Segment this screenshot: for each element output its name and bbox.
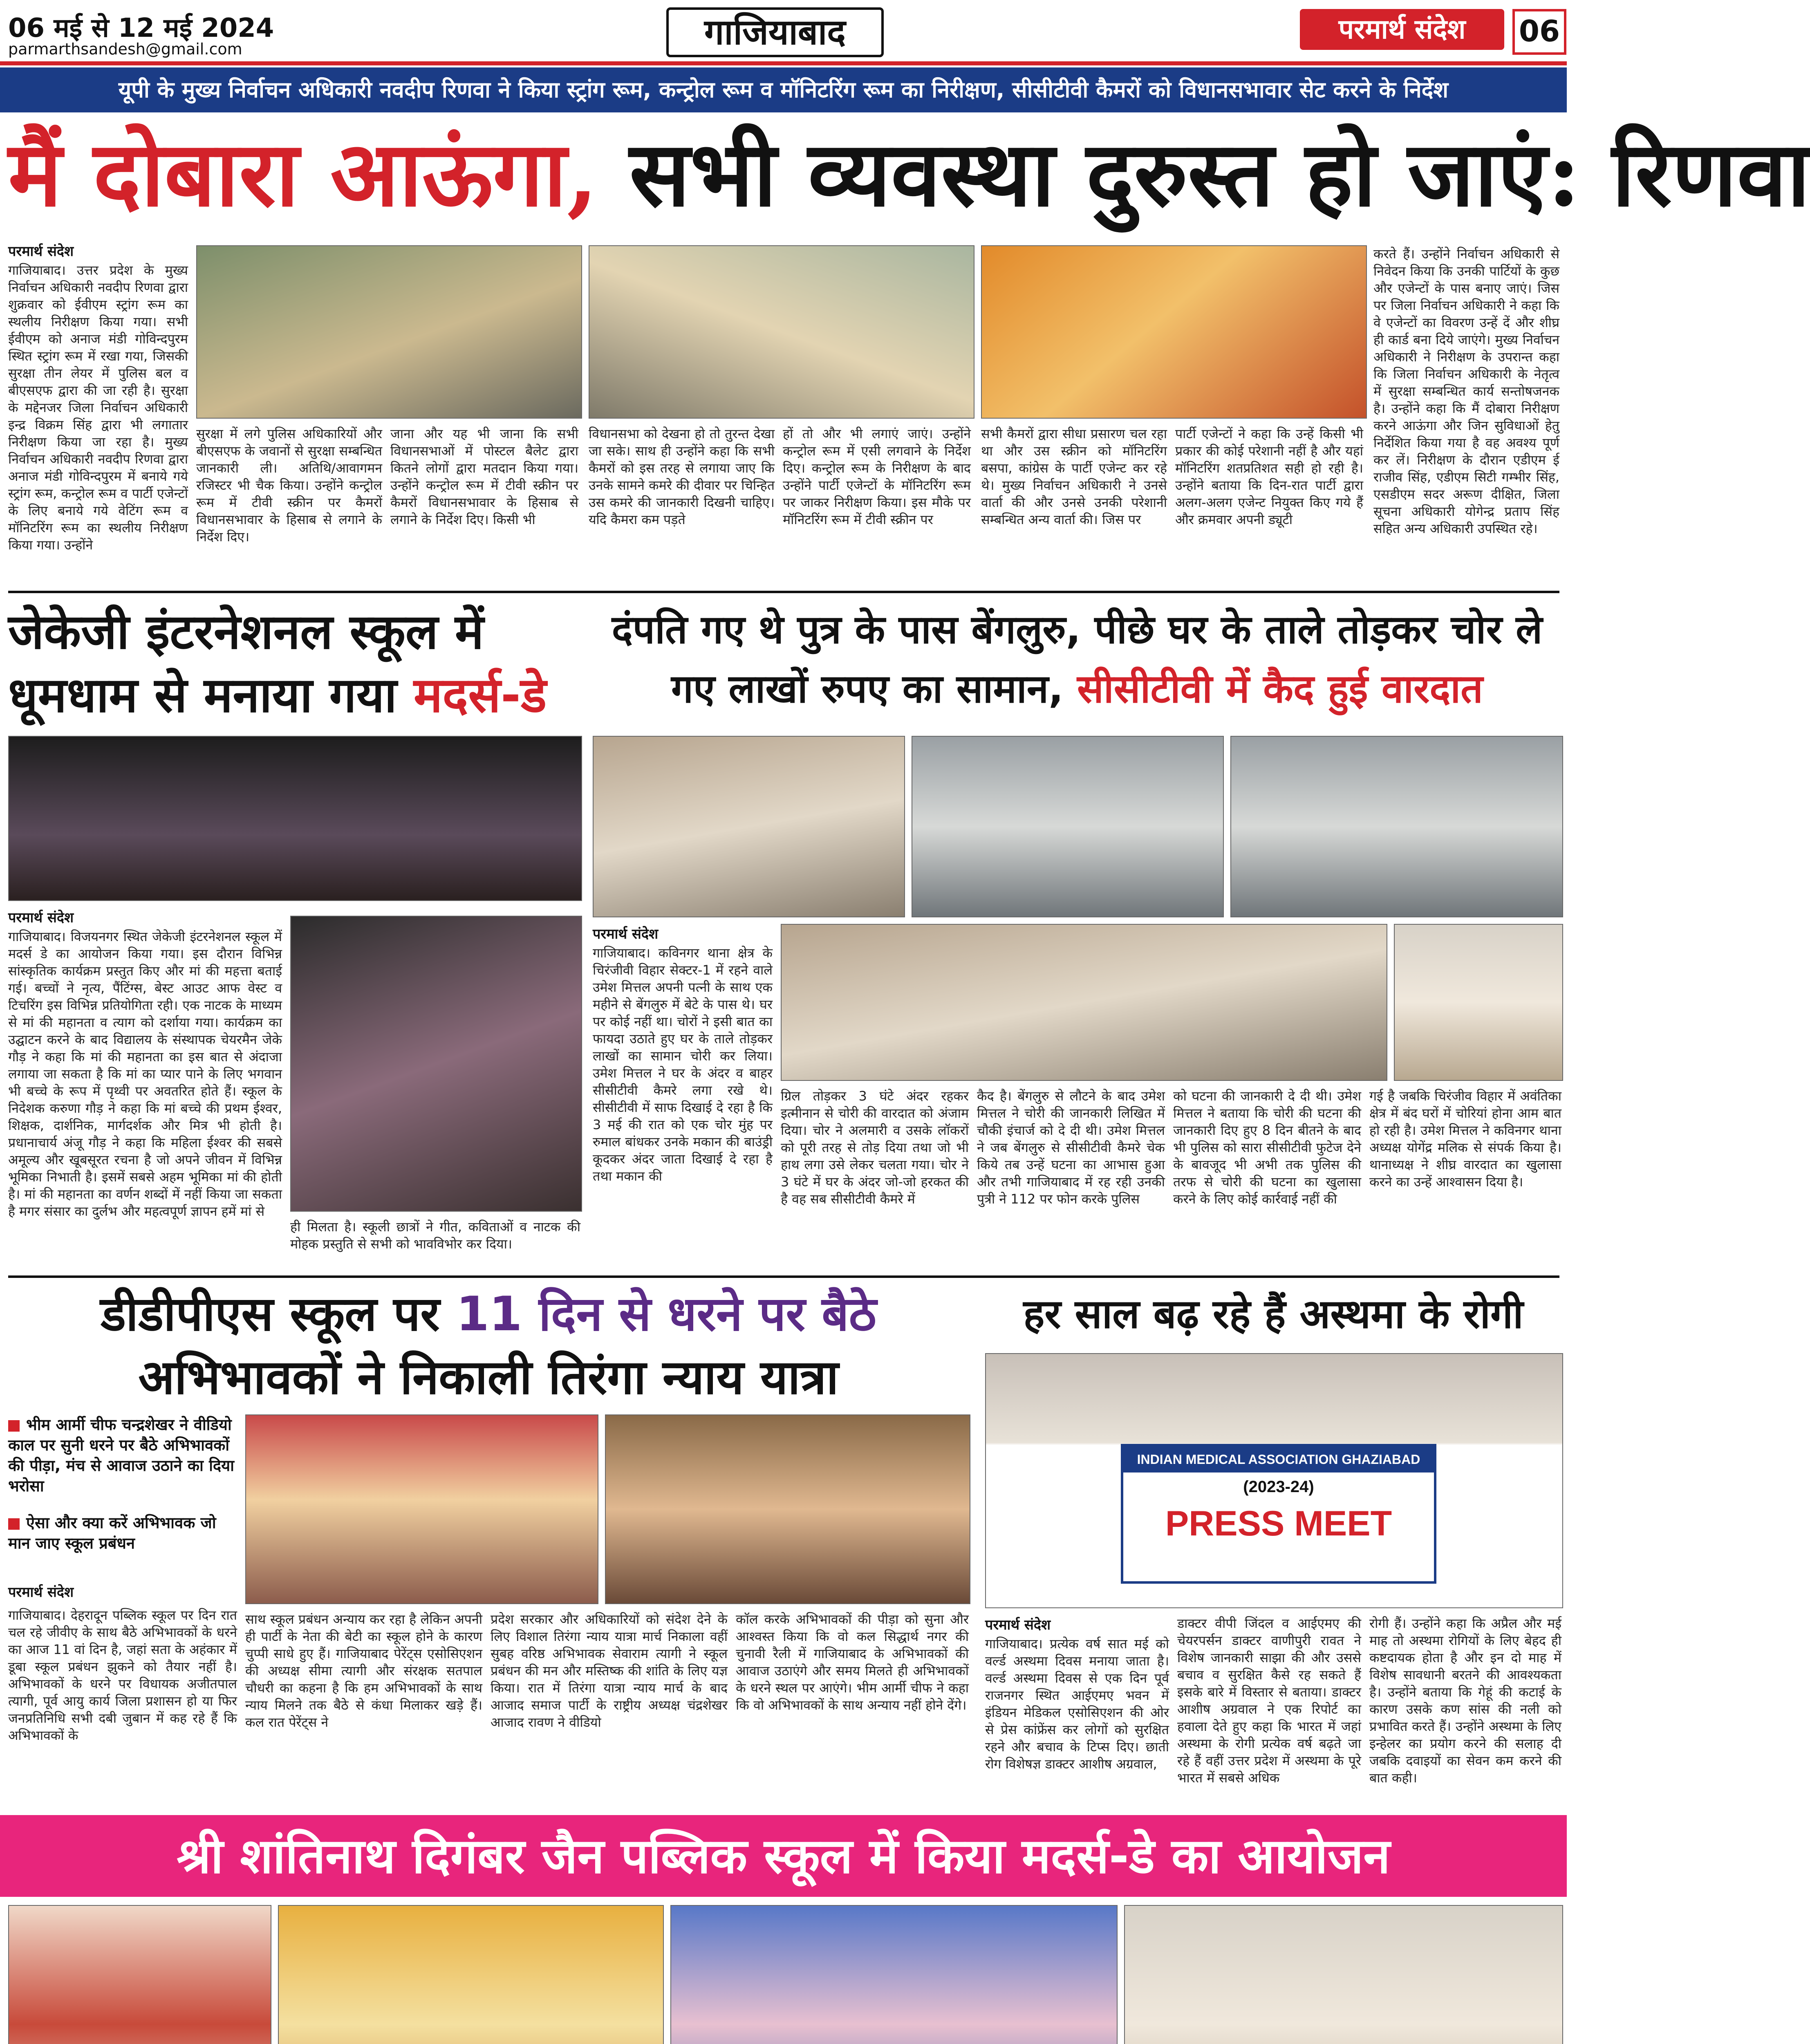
bullet-square-icon xyxy=(8,1420,20,1432)
lead-photo-2 xyxy=(589,245,974,419)
lead-body-col6: सभी कैमरों द्वारा सीधा प्रसारण चल रहा था और उस स्क्रीन को मॉनिटरिंग बसपा, कांग्रेस के पार्टी एजेन्ट कर रहे थे। मुख्य निर्वाचन अधिकारी ने उनसे वार्ता की और उनसे उनकी परेशानी सम्बन्धित अन्य वार्ता की। जिस पर xyxy=(981,426,1167,527)
school-body: गाजियाबाद। विजयनगर स्थित जेकेजी इंटरनेशनल स्कूल में मदर्स डे का आयोजन किया गया। इस दौरान विभिन्न सांस्कृतिक कार्यक्रम प्रस्तुत किए और मां की महत्ता बताई गई। बच्चों ने नृत्य, पैंटिंग्स, बेस्ट आउट आफ वेस्ट व टिचरिंग इस विभिन्न प्रतियोगिता रही। एक नाटक के माध्यम से मां की महानता व त्याग को दर्शाया गया। कार्यक्रम का उद्घाटन करने के बाद विद्यालय के संस्थापक चेयरमैन जेके गौड़ ने कहा कि मां की महानता का इस बात से अंदाजा लगाया जा सकता है कि मां का प्यार पाने के लिए भगवान भी बच्चे के रूप में पृथ्वी पर अवतरित होते हैं। स्कूल के निदेशक करुणा गौड़ ने कहा कि मां बच्चे की प्रथम ईश्वर, शिक्षक, दार्शनिक, मार्गदर्शक और मित्र भी होती है। प्रधानाचार्य अंजू गौड़ ने कहा कि महिला ईश्वर की सबसे अमूल्य और खूबसूरत रचना है जो अपने जीवन में विभिन्न भूमिका निभाती है। इसमें सबसे अहम भूमिका मां की होती है। मां की महानता का वर्णन शब्दों में नहीं किया जा सकता है मगर संसार का दुर्लभ और महत्वपूर्ण ज्ञापन हमें मां से xyxy=(8,929,282,1219)
lead-body-col8: करते हैं। उन्होंने निर्वाचन अधिकारी से निवेदन किया कि उनकी पार्टियों के कुछ और एजेन्टों के पास बनाए जाएं। जिस पर जिला निर्वाचन अधिकारी ने कहा कि वे एजेन्टों का विवरण उन्हें दें और शीघ्र ही कार्ड बना दिये जाएंगे। मुख्य निर्वाचन अधिकारी ने निरीक्षण के उपरान्त कहा कि जिला निर्वाचन अधिकारी के नेतृत्व में सुरक्षा सम्बन्धित कार्य सन्तोषजनक है। उन्होंने कहा कि मैं दोबारा निरीक्षण करने आऊंगा और जिन सुविधाओं हेतु निर्देशित किया गया है वह अवश्य पूर्ण कर लें। निरीक्षण के दौरान एडीएम ई राजीव सिंह, एडीएम सिटी गम्भीर सिंह, एसडीएम सदर अरूण दीक्षित, जिला सूचना अधिकारी योगेन्द्र प्रताप सिंह सहित अन्य अधिकारी उपस्थित रहे। xyxy=(1373,246,1559,536)
email[interactable]: parmarthsandesh@gmail.com xyxy=(8,40,242,58)
page-number: 06 xyxy=(1512,9,1566,55)
theft-body-col5: गई है जबकि चिरंजीव विहार में अवंतिका क्षेत्र में बंद घरों में चोरियां होना आम बात हो रही है। उमेश मित्तल ने कविनगर थाना अध्यक्ष योगेंद्र मलिक से संपर्क किया है। थानाध्यक्ष ने शीघ्र वारदात का खुलासा करने का उन्हें आश्वासन दिया है। xyxy=(1369,1088,1561,1190)
press-meet-banner xyxy=(1121,1444,1436,1584)
theft-body-col2: ग्रिल तोड़कर 3 घंटे अंदर रहकर इत्मीनान से चोरी की वारदात को अंजाम दिया। चोर ने अलमारी व उसके लॉकरों को पूरी तरह से तोड़ दिया तथा जो भी हाथ लगा उसे लेकर चलता गया। चोर ने 3 घंटे में घर के अंदर जो-जो हरकत की है वह सब सीसीटीवी कैमरे में xyxy=(781,1088,969,1207)
dps-headline-line1a: डीडीपीएस स्कूल पर xyxy=(101,1286,457,1342)
dps-headline-line2: अभिभावकों ने निकाली तिरंगा न्याय यात्रा xyxy=(138,1350,839,1405)
theft-photo-1 xyxy=(593,736,905,917)
theft-headline-line2b: सीसीटीवी में कैद हुई वारदात xyxy=(1077,666,1483,712)
theft-headline-line1: दंपति गए थे पुत्र के पास बेंगलुरु, पीछे घर के ताले तोड़कर चोर ले xyxy=(612,607,1543,652)
lead-body-col3: जाना और यह भी जाना कि सभी विधानसभाओं में पोस्टल बैलेट द्वारा कितने लोगों द्वारा मतदान किया गया। उन्होंने कन्ट्रोल रूम में टीवी स्क्रीन पर कैमरों विधानसभावार के हिसाब से लगाने के निर्देश दिए। किसी भी xyxy=(390,426,578,527)
banner-line3: PRESS MEET xyxy=(1165,1504,1392,1543)
lead-body-col7: पार्टी एजेन्टों ने कहा कि उन्हें किसी भी प्रकार की कोई परेशानी नहीं है और यहां मॉनिटरिंग शतप्रतिशत सही हो रही है। उन्होंने बताया कि दिन-रात पार्टी द्वारा अलग-अलग एजेन्ट नियुक्त किए गये हैं और क्रमवार अपनी ड्यूटी xyxy=(1175,426,1363,527)
dps-photo-1 xyxy=(245,1414,598,1604)
asthma-photo xyxy=(985,1353,1563,1608)
school-headline-line2a: धूमधाम से मनाया गया xyxy=(8,667,414,723)
masthead xyxy=(0,0,1567,65)
lead-photo-1 xyxy=(196,245,582,419)
dps-headline-line1 xyxy=(8,1284,969,1345)
dps-body-col2: साथ स्कूल प्रबंधन अन्याय कर रहा है लेकिन अपनी ही पार्टी के नेता की बेटी का स्कूल होने के कारण चुप्पी साधे हुए हैं। गाजियाबाद पेरेंट्स एसोसिएशन की अध्यक्ष सीमा त्यागी और संरक्षक सतपाल चौधरी का कहना है कि हम अभिभावकों के साथ न्याय मिलने तक बैठे से कंधा मिलाकर खड़े हैं। कल रात पेरेंट्स ने xyxy=(245,1611,482,1730)
theft-body-col1: गाजियाबाद। कविनगर थाना क्षेत्र के चिरंजीवी विहार सेक्टर-1 में रहने वाले उमेश मित्तल अपनी पत्नी के साथ एक महीने से बेंगलुरु में बेटे के पास थे। घर पर कोई नहीं था। चोरों ने इसी बात का फायदा उठाते हुए घर के ताले तोड़कर लाखों का सामान चोरी कर लिया। उमेश मित्तल ने घर के अंदर व बाहर सीसीटीवी कैमरे लगा रखे थे। सीसीटीवी में साफ दिखाई दे रहा है कि 3 मई की रात को एक चोर मुंह पर रुमाल बांधकर उनके मकान की बाउंड्री कूदकर अंदर जाता दिखाई दे रहा है तथा मकान की xyxy=(593,945,773,1184)
dps-body-col3: प्रदेश सरकार और अधिकारियों को संदेश देने के लिए विशाल तिरंगा न्याय यात्रा मार्च निकाला वहीं सुबह वरिष्ठ अभिभावक सेवाराम त्यागी ने स्कूल प्रबंधन की मन और मस्तिष्क की शांति के लिए यज्ञ किया। रात में तिरंगा यात्रा न्याय मार्च के बाद आजाद समाज पार्टी के राष्ट्रीय अध्यक्ष चंद्रशेखर आजाद रावण ने वीडियो xyxy=(491,1611,728,1730)
dps-body-col1: गाजियाबाद। देहरादून पब्लिक स्कूल पर दिन रात चल रहे जीवीए के साथ बैठे अभिभावकों के धरने का आज 11 वां दिन है, जहां सता के अहंकार में डूबा स्कूल प्रबंधन झुकने को तैयार नहीं है। अभिभावकों के धरने पर विधायक अजीतपाल त्यागी, पूर्व आयु कार्य जिला प्रशासन हो या फिर जनप्रतिनिधि सभी दबी जुबान में कह रहे हैं कि अभिभावकों के xyxy=(8,1607,237,1743)
lead-body-col4: विधानसभा को देखना हो तो तुरन्त देखा जा सके। साथ ही उन्होंने कहा कि सभी कैमरों को इस तरह से लगाया जाए कि उनके सामने कमरे की दीवार पर चिन्हित उस कमरे की जानकारी दिखनी चाहिए। यदि कैमरा कम पड़ते xyxy=(589,426,775,527)
dps-bullet-1: भीम आर्मी चीफ चन्द्रशेखर ने वीडियो काल पर सुनी धरने पर बैठे अभिभावकों की पीड़ा, मंच से आवाज उठाने का दिया भरोसा xyxy=(8,1416,234,1495)
jain-photo-2 xyxy=(278,1905,664,2044)
school-headline-line2 xyxy=(8,664,580,726)
jain-photo-3 xyxy=(670,1905,1118,2044)
theft-headline-line2 xyxy=(593,660,1561,717)
theft-photo-4 xyxy=(781,924,1387,1081)
jain-photo-1 xyxy=(8,1905,271,2044)
asthma-headline: हर साल बढ़ रहे हैं अस्थमा के रोगी xyxy=(1023,1291,1523,1338)
lead-headline xyxy=(8,119,1810,229)
jain-band-headline: श्री शांतिनाथ दिगंबर जैन पब्लिक स्कूल में किया मदर्स-डे का आयोजन xyxy=(0,1815,1567,1897)
asthma-body-col1: गाजियाबाद। प्रत्येक वर्ष सात मई को वर्ल्ड अस्थमा दिवस मनाया जाता है। वर्ल्ड अस्थमा दिवस से एक दिन पूर्व राजनगर स्थित आईएमए भवन में इंडियन मेडिकल एसोसिएशन की ओर से प्रेस कांफ्रेंस कर लोगों को सुरक्षित रहने और बचाव के टिप्स दिए। छाती रोग विशेषज्ञ डाक्टर आशीष अग्रवाल, xyxy=(985,1636,1169,1772)
lead-photo-3 xyxy=(981,245,1367,419)
school-body-end: ही मिलता है। स्कूली छात्रों ने गीत, कविताओं व नाटक की मोहक प्रस्तुति से सभी को भावविभोर कर दिया। xyxy=(290,1219,580,1252)
school-byline: परमार्थ संदेश xyxy=(8,910,74,926)
divider xyxy=(8,591,1559,593)
brand-logo: परमार्थ संदेश xyxy=(1300,9,1504,50)
asthma-body-col2: डाक्टर वीपी जिंदल व आईएमए की चेयरपर्सन डाक्टर वाणीपुरी रावत ने विशेष जानकारी साझा की और उससे बचाव व सुरक्षित कैसे रह सकते हैं इसके बारे में विस्तार से बताया। डाक्टर आशीष अग्रवाल ने एक रिपोर्ट का हवाला देते हुए कहा कि भारत में जहां अस्थमा के रोगी प्रत्येक वर्ष बढ़ते जा रहे हैं वहीं उत्तर प्रदेश में अस्थमा के पूरे भारत में सबसे अधिक xyxy=(1177,1616,1361,1786)
lead-headline-part1: मैं दोबारा आऊंगा, xyxy=(8,121,598,226)
theft-photo-5 xyxy=(1394,924,1563,1081)
school-headline-line2b: मदर्स-डे xyxy=(413,667,547,723)
jain-photo-4 xyxy=(1124,1905,1563,2044)
theft-headline-line2a: गए लाखों रुपए का सामान, xyxy=(671,666,1077,712)
school-photo-2 xyxy=(290,916,582,1212)
asthma-body-col3: रोगी हैं। उन्होंने कहा कि अप्रैल और मई माह तो अस्थमा रोगियों के लिए बेहद ही कष्टदायक होता है और इन दो माह में विशेष सावधानी बरतने की आवश्यकता है। उन्होंने बताया कि गेहूं की कटाई के कारण उसके कण सांस की नली को प्रभावित करते हैं। उन्होंने अस्थमा के लिए इन्हेलर का प्रयोग करने की सलाह दी जबकि दवाइयों का सेवन कम करने की बात कही। xyxy=(1369,1616,1561,1786)
banner-line1: INDIAN MEDICAL ASSOCIATION GHAZIABAD xyxy=(1123,1446,1434,1472)
theft-byline: परमार्थ संदेश xyxy=(593,926,659,942)
theft-photo-2 xyxy=(912,736,1224,917)
divider xyxy=(8,1275,1559,1278)
city-title: गाजियाबाद xyxy=(666,7,884,57)
theft-body-col3: कैद है। बेंगलुरु से लौटने के बाद उमेश मित्तल ने चोरी की जानकारी लिखित में चौकी इंचार्ज को दे दी थी। उमेश मित्तल ने जब बेंगलुरु से सीसीटीवी कैमरे चेक किये तब उन्हें घटना का आभास हुआ और तभी गाजियाबाद में रह रही उनकी पुत्री ने 112 पर फोन करके पुलिस xyxy=(977,1088,1165,1207)
theft-body-col4: को घटना की जानकारी दे दी थी। उमेश मित्तल ने बताया कि चोरी की घटना की जानकारी दिए हुए 8 दिन बीतने के बाद भी पुलिस को सारा सीसीटीवी फुटेज देने के बावजूद भी अभी तक पुलिस की तरफ से चोरी की घटना का खुलासा करने के लिए कोई कार्रवाई नहीं की xyxy=(1173,1088,1361,1207)
bullet-square-icon xyxy=(8,1518,20,1530)
dps-body-col4: कॉल करके अभिभावकों की पीड़ा को सुना और आश्वस्त किया कि वो कल सिद्धार्थ नगर की चुनावी रैली में गाजियाबाद के अभिभावकों की आवाज उठाएंगे और समय मिलते ही अभिभावकों के धरने स्थल पर आएंगे। भीम आर्मी चीफ ने कहा कि वो अभिभावकों के साथ अन्याय नहीं होने देंगे। xyxy=(736,1611,969,1713)
banner-line2: (2023-24) xyxy=(1243,1478,1314,1496)
dps-photo-2 xyxy=(605,1414,970,1604)
issue-date: 06 मई से 12 मई 2024 xyxy=(8,13,274,43)
lead-byline: परमार्थ संदेश xyxy=(8,243,74,260)
lead-body-col2: सुरक्षा में लगे पुलिस अधिकारियों और बीएसएफ के जवानों से सुरक्षा सम्बन्धित जानकारी ली। अतिथि/आवागमन रजिस्टर भी चैक किया। उन्होंने कन्ट्रोल रूम में टीवी स्क्रीन पर कैमरों विधानसभावार के हिसाब से लगाने के निर्देश दिए। xyxy=(196,426,382,545)
asthma-byline: परमार्थ संदेश xyxy=(985,1617,1051,1633)
school-photo-1 xyxy=(8,736,582,901)
lead-body-col1: गाजियाबाद। उत्तर प्रदेश के मुख्य निर्वाचन अधिकारी नवदीप रिणवा द्वारा शुक्रवार को ईवीएम स्ट्रांग रूम का स्थलीय निरीक्षण किया गया। सभी ईवीएम को अनाज मंडी गोविन्दपुरम स्थित स्ट्रांग रूम में रखा गया, जिसकी सुरक्षा तीन लेयर में पुलिस बल व बीएसएफ द्वारा की जा रही है। सुरक्षा के मद्देनजर जिला निर्वाचन अधिकारी इन्द्र विक्रम सिंह द्वारा भी लगातार निरीक्षण किया जा रहा है। मुख्य निर्वाचन अधिकारी नवदीप रिणवा द्वारा अनाज मंडी गोविन्दपुरम में बनाये गये स्ट्रांग रूम, कन्ट्रोल रूम व पार्टी एजेन्टों के लिए बनाये गये वेटिंग रूम व मॉनिटरिंग रूम का स्थलीय निरीक्षण किया गया। उन्होंने xyxy=(8,262,188,553)
dps-bullet-2: ऐसा और क्या करें अभिभावक जो मान जाए स्कूल प्रबंधन xyxy=(8,1514,216,1552)
theft-photo-3 xyxy=(1230,736,1563,917)
strap-line: यूपी के मुख्य निर्वाचन अधिकारी नवदीप रिणवा ने किया स्ट्रांग रूम, कन्ट्रोल रूम व मॉनिटरिंग रूम का निरीक्षण, सीसीटीवी कैमरों को विधानसभावार सेट करने के निर्देश xyxy=(0,67,1567,112)
dps-headline-line1b: 11 दिन से धरने पर बैठे xyxy=(456,1286,876,1342)
dps-byline: परमार्थ संदेश xyxy=(8,1584,74,1600)
school-headline-line1: जेकेजी इंटरनेशनल स्कूल में xyxy=(8,603,484,660)
lead-body-col5: हों तो और भी लगाएं जाएं। उन्होंने कन्ट्रोल रूम में एसी लगवाने के निर्देश दिए। कन्ट्रोल रूम के निरीक्षण के बाद उन्होंने पार्टी एजेन्टों के मॉनिटरिंग रूम पर जाकर निरीक्षण किया। इस मौके पर मॉनिटरिंग रूम में टीवी स्क्रीन पर xyxy=(783,426,971,527)
lead-headline-part2: सभी व्यवस्था दुरुस्त हो जाएं: रिणवा xyxy=(598,121,1810,226)
